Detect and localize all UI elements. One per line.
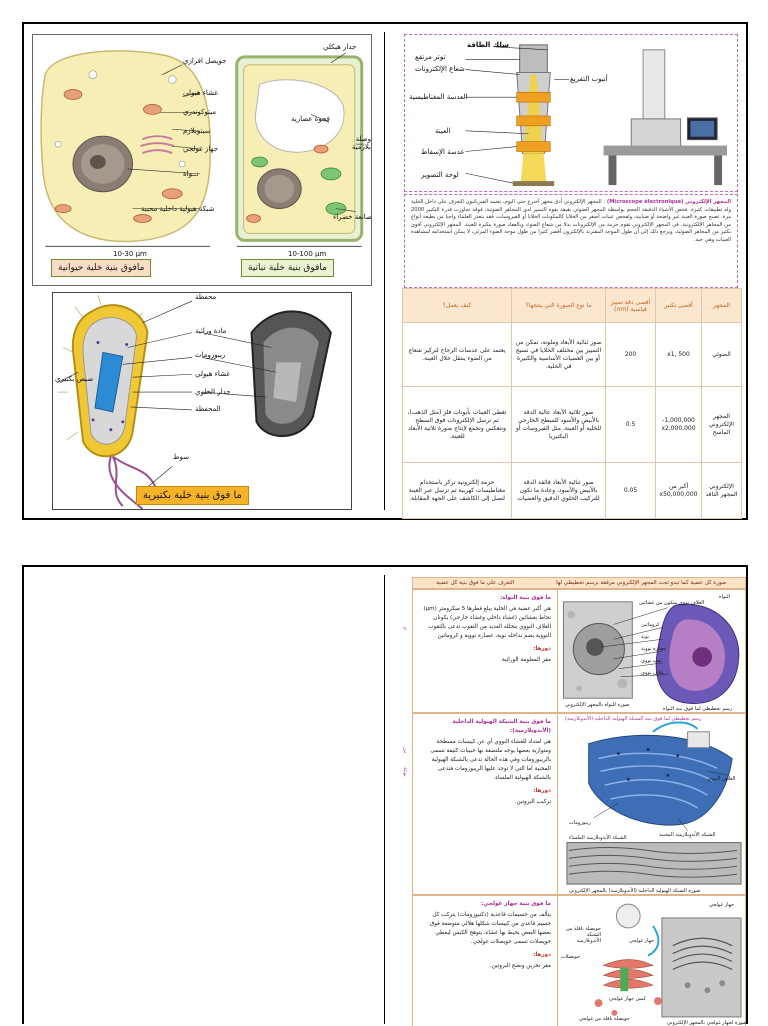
th-microscope: المجهر xyxy=(702,289,742,323)
label-plasma-membrane: غشاء هيولي xyxy=(183,89,218,97)
table-cell: صور ثنائية الأبعاد وملونة، تمكن من التمييز بين مختلف الخلايا في نسيج أو بين العضيات الأساسية والكبيرة في الخلية. xyxy=(512,323,606,387)
table-cell: المجهر الإلكتروني الماسح xyxy=(702,387,742,463)
cells-illustration xyxy=(33,35,371,285)
label-nucleus: نــواة xyxy=(183,170,199,178)
label-flagellum: سوط xyxy=(173,453,189,461)
er-em-caption: صورة الشبكة الهيولية الداخلية (الأندوبلازمية) بالمجهر الإلكتروني xyxy=(569,888,701,894)
th-how-it-works: كيف يعمل؟ xyxy=(403,289,512,323)
label-bacterial-capsule: المحفظة xyxy=(195,405,221,413)
bacteria-caption: ما فوق بنية خلية بكتيرية xyxy=(136,486,249,505)
em-title-en: (Microscope électronique) xyxy=(606,199,684,205)
nucleus-role-title: دورها: xyxy=(533,646,551,652)
th-magnification: أقصى تكبير xyxy=(656,289,702,323)
table-row xyxy=(403,323,742,387)
microscope-illustration xyxy=(405,35,737,191)
section-er xyxy=(412,713,746,895)
label-nucleoplasm: عصارة نووية xyxy=(641,646,667,652)
label-chromatin: كروماتين xyxy=(641,622,660,628)
bacteria-figure xyxy=(52,292,352,510)
label-rough-er-2: الشبكة الأندوبلازمية المحببة xyxy=(659,832,716,838)
header-images: صورة كل عضية كما تبدو تحت المجهر الإلكتروني مرفقة برسم تخطيطي لها xyxy=(556,580,727,586)
th-image-type: ما نوع الصورة التي ينتجها؟ xyxy=(512,289,606,323)
table-cell: صور ثنائية الأبعاد فائقة الدقة بالأبيض والأسود، وعادة ما تكون للتركيب الخلوي الدقيق والعضيات xyxy=(512,463,606,519)
microscope-description xyxy=(404,194,738,288)
er-illustration xyxy=(559,714,745,894)
table-cell: حزمة إلكترونية تركز باستخدام مغناطيسات كهربية ثم ترسل عبر العينة لتصل إلى الكاشف على الجهة المقابلة. xyxy=(403,463,512,519)
microscope-comparison-table xyxy=(402,288,742,519)
label-photo-plate: لوحة التصوير xyxy=(421,171,459,179)
label-power-cable: سلك الطاقة xyxy=(467,41,509,49)
label-double-envelope: الغلاف نووي متكون من غشائين xyxy=(639,600,705,606)
label-golgi-vesicles: حويصلات xyxy=(561,954,581,960)
golgi-role: مقر تخزين ونضج البروتين. xyxy=(489,963,551,969)
nucleus-em-caption: صورة للنواة بالمجهر الإلكتروني xyxy=(565,702,630,708)
label-golgi-diagram: جهاز غولجي xyxy=(629,938,655,944)
worksheet-page-2 xyxy=(22,565,748,1024)
er-images xyxy=(559,714,745,894)
table-cell: x1, 500 xyxy=(656,323,702,387)
label-nuclear-envelope: غلاف نووي xyxy=(641,670,664,676)
er-body: هي امتداد للغشاء النووي أي عن كييسات مسطحة ومتوازية بعضها بوجه ملتصقة بها حبيبات كثيفة تسمى بالريبوزومات وفي هذه الحالة تدعى بالشبكة الهيولية المحببة أما التي لا توجد عليها الريبوزومات فتدعى بالشبكة الهيولية الملساء. xyxy=(430,739,551,781)
label-er-envelope: الغلاف النووي xyxy=(707,776,736,782)
plant-cell-caption: مافوق بنية خلية نباتية xyxy=(241,259,334,277)
section-nucleus xyxy=(412,589,746,713)
label-golgi-sac: كيس جهاز غولجي xyxy=(609,996,646,1002)
label-vacuum-tube: أنبوب التفريغ xyxy=(570,75,608,83)
label-cell-wall: جدار هيكلي xyxy=(323,43,357,51)
er-diagram-title: رسم تخطيطي لما فوق بنية الشبكة الهيولية الداخلية (الأندوبلازمية) xyxy=(565,716,702,722)
bacteria-illustration xyxy=(53,293,351,509)
table-cell: 1,000,000- x2,000,000 xyxy=(656,387,702,463)
nucleus-title: ما فوق بنية النواة: xyxy=(500,595,551,601)
nucleus-diagram-caption: رسم تخطيطي لما فوق بنية النواة xyxy=(663,706,733,712)
label-bacterial-membrane: غشاء هيولي xyxy=(195,370,230,378)
column-divider xyxy=(384,32,385,510)
label-transport-vesicle-er: حويصلة ناقلة من الشبكة الأندوبلازمية xyxy=(565,926,601,944)
label-golgi: جهاز غولجي xyxy=(183,145,219,153)
label-nucleus-title: النواة xyxy=(719,594,731,600)
golgi-images xyxy=(559,896,745,1026)
table-cell: الإلكتروني المجهر النافذ xyxy=(702,463,742,519)
er-role: تركيب البروتين. xyxy=(514,799,551,805)
animal-cell-caption: مافوق بنية خلية حيوانية xyxy=(51,259,151,277)
worksheet-page-1 xyxy=(22,22,748,520)
label-nuclear-pore: ثقب نووي xyxy=(641,658,662,664)
label-bacterial-wall: جدار الخلوي xyxy=(195,388,231,396)
label-secretory-vesicle: جويصل افرازي xyxy=(183,57,227,65)
label-high-voltage: توتر مرتفع xyxy=(415,53,446,61)
er-text xyxy=(413,714,558,894)
label-ribosomes: ريبوزومات xyxy=(195,351,226,359)
golgi-role-title: دورها: xyxy=(533,952,551,958)
label-electron-beam: شعاع الإلكترونات xyxy=(415,65,465,73)
organelles-header xyxy=(412,577,746,589)
label-transport-vesicle-golgi: حويصلة ناقلة من غولجي xyxy=(579,1016,630,1022)
label-chloroplast: صانعة خضراء xyxy=(333,213,372,221)
margin-note: من xyxy=(402,747,408,754)
label-vacuole: فجوة عصارية xyxy=(291,115,330,123)
header-identify: التعرف على ما فوق بنية كل عضية xyxy=(436,580,515,586)
label-genetic-material: مادة وراثية xyxy=(195,327,227,335)
table-cell: أكبر من x50,000,000 xyxy=(656,463,702,519)
label-magnetic-lens: العدسة المغناطيسية xyxy=(409,93,468,101)
em-body: : المجهر الإلكتروني أدق مجهر أخترع حتى اليوم، يعتمد الفيزيائيون التعرف على داخل الخلية وله تطبيقات كثيرة. فحص الأشياء الدقيقة الحجم بواسطة المجهر الضوئي بقيقة بقوة التمييز لدى المجاهر الضوئية، فوقة تجاوزت قدرة التكبير 2000 مرة. تصبح صورة العينة غير واضحة أو ضبابية، ولفحص عينات أصغر من الخلايا كالمكونات الخلايا أو الفيروسات، فقد يتعذر العلماء واجبا من بطيعة أنواع من المجاهر الإلكترونية. في المجهر الإلكتروني تقوم حزمة من الإلكترونات بدلا من شعاع الضوء، وبالعفاد صورة مكبرة للعينة. المجهر الإلكتروني أقوى بكثير من المجاهر الضوئية، ويرجع ذلك إلى أن طول الموجة المقترنة بالإلكترون أقصر كثيرا من طول موجة الضوء المرئي، لا يمكن استخدامه لمشاهدة العينات وهي حية. xyxy=(411,199,731,243)
em-title: المجهر الإلكتروني xyxy=(685,199,731,205)
label-pilus: صيص بكتيري xyxy=(55,375,94,383)
margin-note: م xyxy=(402,627,408,631)
label-projection-lens: عدسة الإسقاط xyxy=(421,148,465,156)
nucleus-images xyxy=(559,590,745,712)
microscope-figure xyxy=(404,34,738,192)
table-cell: يعتمد على عدسات الزجاج لتركيز شعاع من الضوء ينتقل خلال العينة. xyxy=(403,323,512,387)
er-role-title: دورها: xyxy=(533,788,551,794)
golgi-title: ما فوق بنية جهاز غولجي: xyxy=(481,901,551,907)
table-header-row xyxy=(403,289,742,323)
label-er-ribosomes: ريبوزومات xyxy=(569,820,591,826)
table-row xyxy=(403,463,742,519)
golgi-text xyxy=(413,896,558,1026)
label-smooth-er: الشبكة الأندوبلازمية الملساء xyxy=(569,835,627,841)
label-plasmodesma: وصلة بلازمية xyxy=(351,135,371,151)
label-mitochondria: ميتوكوندري xyxy=(183,108,217,116)
label-cytoplasm: سيتوبلازم xyxy=(183,127,211,135)
nucleus-text xyxy=(413,590,558,712)
nucleus-role: مقر المعلومة الوراثية. xyxy=(500,657,551,663)
label-golgi-em: جهاز غولجي xyxy=(709,902,735,908)
table-cell: 200 xyxy=(606,323,656,387)
plant-scale: 10-100 µm xyxy=(288,250,327,258)
golgi-illustration xyxy=(559,896,745,1026)
table-cell: 0.5 xyxy=(606,387,656,463)
label-nucleolus: نوية xyxy=(641,634,650,640)
nucleus-body: هي أكبر عضية في الخلية يبلغ قطرها 5 ميكرومتر (µm) تحاط بغشائين (غشاء داخلي وغشاء خارجي) يكونان الغلاف النووي يتخلله العديد من الثقوب تدعى بالثقوب النووية يضم بداخله نوية، عصارة نووية و كروماتين xyxy=(423,606,551,639)
section-golgi xyxy=(412,895,746,1026)
label-rough-er: شبكة هيولية داخلية محببة xyxy=(141,205,215,213)
table-row xyxy=(403,387,742,463)
cells-figure xyxy=(32,34,372,286)
table-cell: تغطى العينات بأيونات فلز (مثل الذهب)، ثم ترسل الإلكترونات فوق السطح وتنعكس وتجمع لإنتاج صورة ثلاثية الأبعاد للعينة. xyxy=(403,387,512,463)
animal-scale: 10-30 µm xyxy=(113,250,147,258)
margin-note: نوعة xyxy=(402,767,408,777)
th-resolution: أقصى دقة تمييز قياسية (nm) xyxy=(606,289,656,323)
table-cell: صور ثلاثية الأبعاد عالية الدقة بالأبيض والأسود للسطح الخارجي للخلية أو العينة، مثل الفيروسات أو البكتيريا xyxy=(512,387,606,463)
table-cell: الضوئي xyxy=(702,323,742,387)
table-cell: 0.05 xyxy=(606,463,656,519)
label-capsule: محفظة xyxy=(195,293,217,301)
column-divider xyxy=(384,575,385,1024)
golgi-em-caption: صورة لجهاز غولجي بالمجهر الإلكتروني xyxy=(667,1020,747,1026)
er-title: ما فوق بنية الشبكة الهيولية الداخلية (الأندوبلازمية): xyxy=(452,719,551,734)
label-specimen: العينة xyxy=(435,127,451,135)
golgi-body: يتألف من جسيمات قاعدية (ذكتيوزومات) يتركب كل جسيم قاعدي من كييسات شكلها هلالي متوضعة فوق بعضها البعض يحيط بها غشاء، يتوهج الكيس ليعطي حويصلات تسمى حويصلات غولجي. xyxy=(429,912,551,945)
